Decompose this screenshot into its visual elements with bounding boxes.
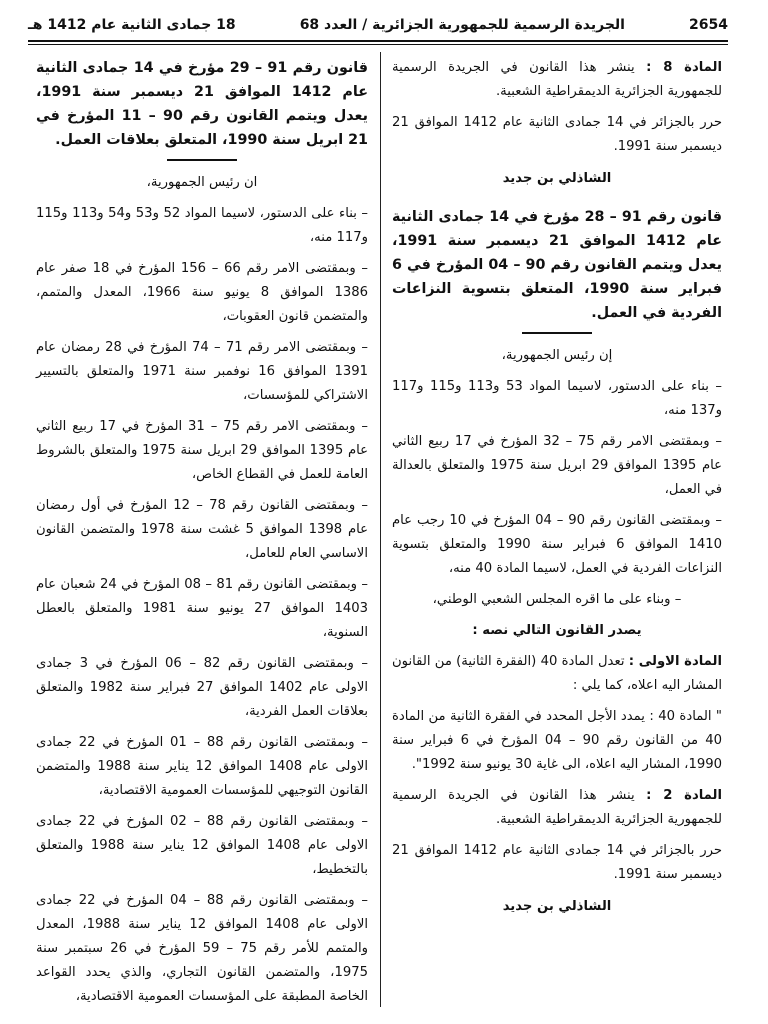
title-rule [167,159,237,161]
considerant-2: – وبمقتضى الامر رقم 75 – 32 المؤرخ في 17 ربيع الثاني عام 1395 الموافق 29 ابريل سنة 1975 والمتعلق بالعدالة في العمل، [392,434,723,497]
article-40-quote: " المادة 40 : يمدد الأجل المحدد في الفقرة الثانية من المادة 40 من القانون رقم 90 – 04 المؤرخ في 6 فبراير سنة 1990، المشار اليه اعلاه، الى غاية 30 يونيو سنة 1992". [392,709,723,772]
article-1 [392,650,722,698]
left-column [36,56,368,1016]
considerant-6: – وبمقتضى القانون رقم 81 – 08 المؤرخ في 24 شعبان عام 1403 الموافق 27 يونيو سنة 1981 والمتعلق بالعطل السنوية، [36,577,369,640]
considerant-9: – وبمقتضى القانون رقم 88 – 02 المؤرخ في 22 جمادى الاولى عام 1408 الموافق 12 يناير سنة 1988 والمتعلق بالتخطيط، [36,814,368,877]
considerant-5: – وبمقتضى القانون رقم 78 – 12 المؤرخ في أول رمضان عام 1398 الموافق 5 غشت سنة 1978 والمتضمن القانون الاساسي العام للعامل، [36,498,368,561]
considerant-2: – وبمقتضى الامر رقم 66 – 156 المؤرخ في 18 صفر عام 1386 الموافق 8 يونيو سنة 1966، المعدل والمتمم، والمتضمن قانون العقوبات، [36,261,369,324]
considerant-3: – وبمقتضى القانون رقم 90 – 04 المؤرخ في 10 رجب عام 1410 الموافق 6 فبراير سنة 1990 والمتعلق بتسوية النزاعات الفردية في العمل، لاسيما المادة 40 منه، [392,513,723,576]
promulgation-line: يصدر القانون التالي نصه : [472,623,642,638]
article-1-label: المادة الاولى : [628,654,722,669]
president-line: إن رئيس الجمهورية، [501,348,613,363]
gazette-title: الجريدة الرسمية للجمهورية الجزائرية / العدد 68 [299,17,625,33]
issue-date: 18 جمادى الثانية عام 1412 هـ [28,17,236,33]
header-rule [28,40,728,42]
president-line: ان رئيس الجمهورية، [146,175,258,190]
article-8-text: ينشر هذا القانون في الجريدة الرسمية للجمهورية الجزائرية الديمقراطية الشعبية. [392,60,722,99]
considerant-8: – وبمقتضى القانون رقم 88 – 01 المؤرخ في 22 جمادى الاولى عام 1408 الموافق 12 يناير سنة 1988 والمتضمن القانون التوجيهي للمؤسسات العمومية الاقتصادية، [36,735,368,798]
considerant-4: – وبمقتضى الامر رقم 75 – 31 المؤرخ في 17 ربيع الثاني عام 1395 الموافق 29 ابريل سنة 1975 والمتعلق بالشروط العامة للعمل في القطاع الخاص، [36,419,369,482]
page-number: 2654 [689,17,728,33]
page-header [28,12,728,38]
article-2 [392,784,722,832]
article-8 [392,56,722,104]
done-at-2: حرر بالجزائر في 14 جمادى الثانية عام 1412 الموافق 21 ديسمبر سنة 1991. [392,843,722,882]
title-rule [522,332,592,334]
considerant-4: – وبناء على ما اقره المجلس الشعبي الوطني، [432,592,682,607]
article-2-text: ينشر هذا القانون في الجريدة الرسمية للجمهورية الجزائرية الديمقراطية الشعبية. [392,788,722,827]
done-at-1: حرر بالجزائر في 14 جمادى الثانية عام 1412 الموافق 21 ديسمبر سنة 1991. [392,115,722,154]
signature-1: الشاذلي بن جديد [502,171,612,186]
article-1-text: تعدل المادة 40 (الفقرة الثانية) من القانون المشار اليه اعلاه، كما يلي : [392,654,722,693]
considerant-1: – بناء على الدستور، لاسيما المواد 53 و113 و115 و117 و137 منه، [392,379,722,418]
considerant-7: – وبمقتضى القانون رقم 82 – 06 المؤرخ في 3 جمادى الاولى عام 1402 الموافق 27 فبراير سنة 1982 والمتعلق بعلاقات العمل الفردية، [36,656,368,719]
considerant-1: – بناء على الدستور، لاسيما المواد 52 و53 و54 و113 و115 و117 منه، [36,206,368,245]
right-column [392,56,722,933]
considerant-3: – وبمقتضى الامر رقم 71 – 74 المؤرخ في 28 رمضان عام 1391 الموافق 16 نوفمبر سنة 1971 والمتعلق بالتسيير الاشتراكي للمؤسسات، [36,340,369,403]
header-rule-thin [28,44,728,45]
signature-2: الشاذلي بن جديد [502,899,612,914]
column-divider [380,52,381,1007]
article-8-label: المادة 8 : [646,60,722,75]
law-91-28-title: قانون رقم 91 – 28 مؤرخ في 14 جمادى الثانية عام 1412 الموافق 21 ديسمبر سنة 1991، يعدل ويتمم القانون رقم 90 – 04 المؤرخ في 6 فبراير سنة 1990، المتعلق بتسوية النزاعات الفردية في العمل. [392,209,723,321]
article-2-label: المادة 2 : [646,788,722,803]
law-91-29-title: قانون رقم 91 – 29 مؤرخ في 14 جمادى الثانية عام 1412 الموافق 21 ديسمبر سنة 1991، يعدل ويتمم القانون رقم 90 – 11 المؤرخ في 21 ابريل سنة 1990، المتعلق بعلاقات العمل. [36,60,369,148]
considerant-10: – وبمقتضى القانون رقم 88 – 04 المؤرخ في 22 جمادى الاولى عام 1408 الموافق 12 يناير سنة 1988، المعدل والمتمم للأمر رقم 75 – 59 المؤرخ في 26 سبتمبر سنة 1975، والمتضمن القانون التجاري، والذي يحدد القواعد الخاصة المطبقة على المؤسسات العمومية الاقتصادية، [36,893,369,1004]
